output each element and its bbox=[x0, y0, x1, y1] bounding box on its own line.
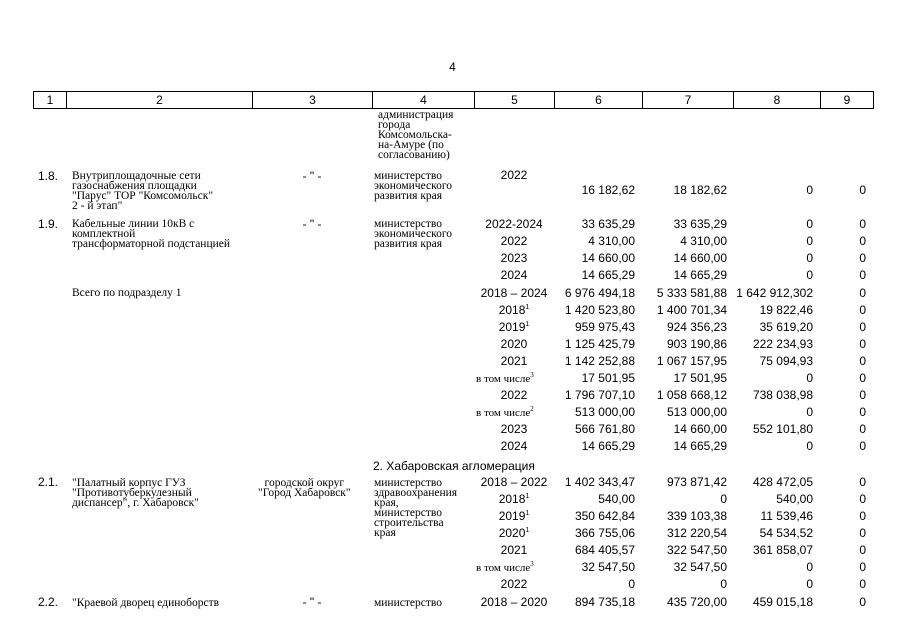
footnote-mark: 3 bbox=[530, 371, 534, 379]
value-col8: 0 bbox=[806, 405, 813, 419]
project-name: Кабельные линии 10кВ с комплектной трансформаторной подстанцией bbox=[72, 218, 231, 250]
period-label: в том числе bbox=[476, 562, 531, 574]
period bbox=[474, 527, 554, 539]
period-label: 2020 bbox=[498, 526, 526, 540]
value-col9: 0 bbox=[859, 303, 866, 317]
value-col7: 0 bbox=[720, 577, 727, 591]
footnote-mark: 3 bbox=[530, 560, 534, 568]
period bbox=[474, 218, 554, 230]
value-col7: 924 356,23 bbox=[666, 320, 727, 334]
period-label: 2018 – 2022 bbox=[480, 475, 548, 489]
header-col-5: 5 bbox=[475, 92, 555, 108]
period bbox=[474, 544, 554, 556]
value-col8: 0 bbox=[806, 371, 813, 385]
project-name: "Краевой дворец единоборств bbox=[72, 597, 220, 609]
value-col7: 312 220,54 bbox=[666, 526, 727, 540]
value-col9: 0 bbox=[859, 475, 866, 489]
value-col6: 14 660,00 bbox=[581, 251, 635, 265]
period-label: в том числе bbox=[476, 373, 531, 385]
value-col8: 75 094,93 bbox=[759, 354, 813, 368]
value-col9: 0 bbox=[859, 354, 866, 368]
value-col7: 1 058 668,12 bbox=[656, 388, 727, 402]
value-col7: 17 501,95 bbox=[673, 371, 727, 385]
period: 2018 – 2020 bbox=[480, 595, 548, 609]
project-name: Внутриплощадочные сети газоснабжения площадки "Парус" ТОР "Комсомольск" 2 - й этап" bbox=[72, 170, 214, 212]
value-col8: 19 822,46 bbox=[759, 303, 813, 317]
value-col7: 1 067 157,95 bbox=[656, 354, 727, 368]
footnote-mark: 1 bbox=[525, 527, 530, 534]
value-col9: 0 bbox=[859, 371, 866, 385]
value-col9: 0 bbox=[859, 320, 866, 334]
period-label: 2019 bbox=[498, 509, 526, 523]
value-col9: 0 bbox=[859, 595, 866, 609]
row-number: 1.9. bbox=[38, 217, 59, 231]
value-col8: 0 bbox=[806, 217, 813, 231]
value-col6: 32 547,50 bbox=[581, 560, 635, 574]
value-col6: 513 000,00 bbox=[574, 405, 635, 419]
value-col7: 1 400 701,34 bbox=[656, 303, 727, 317]
period bbox=[474, 338, 554, 350]
value-col6: 14 665,29 bbox=[581, 439, 635, 453]
executor: министерство экономического развития края bbox=[374, 170, 453, 202]
value-col9: 0 bbox=[859, 543, 866, 557]
period bbox=[476, 407, 534, 419]
value-col7: 513 000,00 bbox=[666, 405, 727, 419]
header-col-2: 2 bbox=[67, 92, 253, 108]
period-label: 2024 bbox=[500, 439, 528, 453]
header-col-1: 1 bbox=[34, 92, 67, 108]
period bbox=[474, 493, 554, 505]
value-col6: 540,00 bbox=[598, 492, 635, 506]
value-col7: 5 333 581,88 bbox=[656, 286, 727, 300]
value-col6: 894 735,18 bbox=[574, 595, 635, 609]
value-col8: 738 038,98 bbox=[752, 388, 813, 402]
period-label: 2021 bbox=[500, 543, 528, 557]
header-col-3: 3 bbox=[253, 92, 373, 108]
value-col6: 1 420 523,80 bbox=[564, 303, 635, 317]
row-number: 2.1. bbox=[38, 475, 59, 489]
value-col9: 0 bbox=[859, 560, 866, 574]
value-col9: 0 bbox=[859, 388, 866, 402]
period bbox=[474, 510, 554, 522]
section-title: 2. Хабаровская агломерация bbox=[373, 459, 535, 473]
value-col6: 366 755,06 bbox=[574, 526, 635, 540]
period bbox=[474, 440, 554, 452]
period-label: 2018 – 2024 bbox=[480, 286, 548, 300]
period-label: 2019 bbox=[498, 320, 526, 334]
value-col8: 11 539,46 bbox=[760, 509, 813, 523]
period bbox=[474, 235, 554, 247]
value-col6: 1 796 707,10 bbox=[564, 388, 635, 402]
period bbox=[474, 476, 554, 488]
value-col7: 339 103,38 bbox=[666, 509, 727, 523]
value-col8: 0 bbox=[806, 439, 813, 453]
table-header bbox=[33, 91, 874, 109]
row-number: 2.2. bbox=[38, 595, 59, 609]
value-col8: 35 619,20 bbox=[759, 320, 813, 334]
period-label: 2022 bbox=[500, 234, 528, 248]
value-col6: 0 bbox=[628, 577, 635, 591]
value-col7: 14 660,00 bbox=[673, 251, 727, 265]
value-col9: 0 bbox=[859, 234, 866, 248]
value-col6: 1 402 343,47 bbox=[564, 475, 635, 489]
value-col8: 0 bbox=[806, 560, 813, 574]
period bbox=[474, 269, 554, 281]
value-col6: 14 665,29 bbox=[581, 268, 635, 282]
value-col8: 1 642 912,302 bbox=[736, 286, 813, 300]
period-label: 2022-2024 bbox=[485, 217, 543, 231]
value-col8: 222 234,93 bbox=[752, 337, 813, 351]
period: 2022 bbox=[500, 168, 528, 182]
municipality: - " - bbox=[302, 169, 322, 183]
header-col-9: 9 bbox=[843, 93, 851, 107]
footnote-mark: 2 bbox=[530, 405, 534, 413]
value-col9: 0 bbox=[859, 217, 866, 231]
value-col8: 0 bbox=[806, 251, 813, 265]
value-col6: 959 975,43 bbox=[574, 320, 635, 334]
period bbox=[474, 423, 554, 435]
continued-executor: администрация города Комсомольска- на-Амуре (по согласованию) bbox=[378, 109, 454, 161]
period bbox=[474, 304, 554, 316]
period-label: 2020 bbox=[500, 337, 528, 351]
value-col9: 0 bbox=[859, 251, 866, 265]
period bbox=[474, 355, 554, 367]
value-col8: 361 858,07 bbox=[752, 543, 813, 557]
period-label: 2022 bbox=[500, 577, 528, 591]
period bbox=[474, 287, 554, 299]
executor: министерство bbox=[374, 597, 442, 609]
value-col7: 322 547,50 bbox=[666, 543, 727, 557]
value-col6: 684 405,57 bbox=[574, 543, 635, 557]
header-col-8: 8 bbox=[734, 92, 821, 108]
period bbox=[474, 578, 554, 590]
value-col7: 14 665,29 bbox=[673, 268, 727, 282]
footnote-mark: 1 bbox=[525, 304, 530, 311]
value-col9: 0 bbox=[859, 286, 866, 300]
value-col9: 0 bbox=[859, 509, 866, 523]
value-col6: 17 501,95 bbox=[581, 371, 635, 385]
value-col8: 0 bbox=[806, 183, 813, 197]
value-col8: 428 472,05 bbox=[752, 475, 813, 489]
period-label: 2022 bbox=[500, 388, 528, 402]
municipality: - " - bbox=[302, 595, 322, 609]
subtotal-label: Всего по подразделу 1 bbox=[72, 287, 182, 299]
value-col6: 566 761,80 bbox=[574, 422, 635, 436]
value-col6: 4 310,00 bbox=[588, 234, 635, 248]
period bbox=[474, 252, 554, 264]
row-number: 1.8. bbox=[38, 169, 59, 183]
value-col7: 18 182,62 bbox=[673, 183, 727, 197]
value-col7: 435 720,00 bbox=[666, 595, 727, 609]
value-col7: 4 310,00 bbox=[680, 234, 727, 248]
value-col9: 0 bbox=[859, 337, 866, 351]
executor: министерство здравоохранения края, министерство строительства края bbox=[374, 477, 458, 539]
value-col8: 552 101,80 bbox=[752, 422, 813, 436]
value-col8: 0 bbox=[806, 234, 813, 248]
value-col7: 973 871,42 bbox=[666, 475, 727, 489]
value-col9: 0 bbox=[859, 268, 866, 282]
header-col-7: 7 bbox=[643, 92, 734, 108]
value-col6: 33 635,29 bbox=[581, 217, 635, 231]
value-col9: 0 bbox=[859, 577, 866, 591]
value-col9: 0 bbox=[859, 492, 866, 506]
value-col8: 0 bbox=[806, 577, 813, 591]
value-col6: 1 142 252,88 bbox=[564, 354, 635, 368]
period bbox=[474, 389, 554, 401]
value-col6: 16 182,62 bbox=[581, 183, 635, 197]
municipality: - " - bbox=[302, 217, 322, 231]
period-label: 2023 bbox=[500, 422, 528, 436]
value-col9: 0 bbox=[859, 422, 866, 436]
value-col7: 14 665,29 bbox=[673, 439, 727, 453]
period-label: 2023 bbox=[500, 251, 528, 265]
footnote-mark: 1 bbox=[525, 321, 530, 328]
value-col9: 0 bbox=[859, 439, 866, 453]
period-label: в том числе bbox=[476, 407, 531, 419]
value-col7: 0 bbox=[720, 492, 727, 506]
footnote-mark: 1 bbox=[525, 493, 530, 500]
value-col9: 0 bbox=[859, 405, 866, 419]
value-col8: 54 534,52 bbox=[759, 526, 813, 540]
value-col7: 14 660,00 bbox=[673, 422, 727, 436]
value-col8: 540,00 bbox=[776, 492, 813, 506]
value-col6: 6 976 494,18 bbox=[564, 286, 635, 300]
value-col6: 1 125 425,79 bbox=[564, 337, 635, 351]
period-label: 2018 bbox=[498, 303, 526, 317]
page-number: 4 bbox=[449, 60, 456, 74]
period bbox=[474, 321, 554, 333]
period-label: 2021 bbox=[500, 354, 528, 368]
value-col7: 32 547,50 bbox=[673, 560, 727, 574]
executor: министерство экономического развития края bbox=[374, 218, 453, 250]
period bbox=[476, 562, 534, 574]
period-label: 2024 bbox=[500, 268, 528, 282]
value-col7: 903 190,86 bbox=[666, 337, 727, 351]
value-col9: 0 bbox=[859, 183, 866, 197]
period bbox=[476, 373, 534, 385]
footnote-mark: 1 bbox=[525, 510, 530, 517]
value-col9: 0 bbox=[859, 526, 866, 540]
value-col8: 0 bbox=[806, 268, 813, 282]
value-col7: 33 635,29 bbox=[673, 217, 727, 231]
project-name: "Палатный корпус ГУЗ "Противотуберкулезный диспансер", г. Хабаровск" bbox=[72, 477, 199, 509]
value-col8: 459 015,18 bbox=[752, 595, 813, 609]
value-col6: 350 642,84 bbox=[574, 509, 635, 523]
municipality: городской округ "Город Хабаровск" bbox=[258, 477, 351, 499]
header-col-6: 6 bbox=[555, 92, 643, 108]
header-col-4: 4 bbox=[373, 92, 475, 108]
period-label: 2018 bbox=[498, 492, 526, 506]
